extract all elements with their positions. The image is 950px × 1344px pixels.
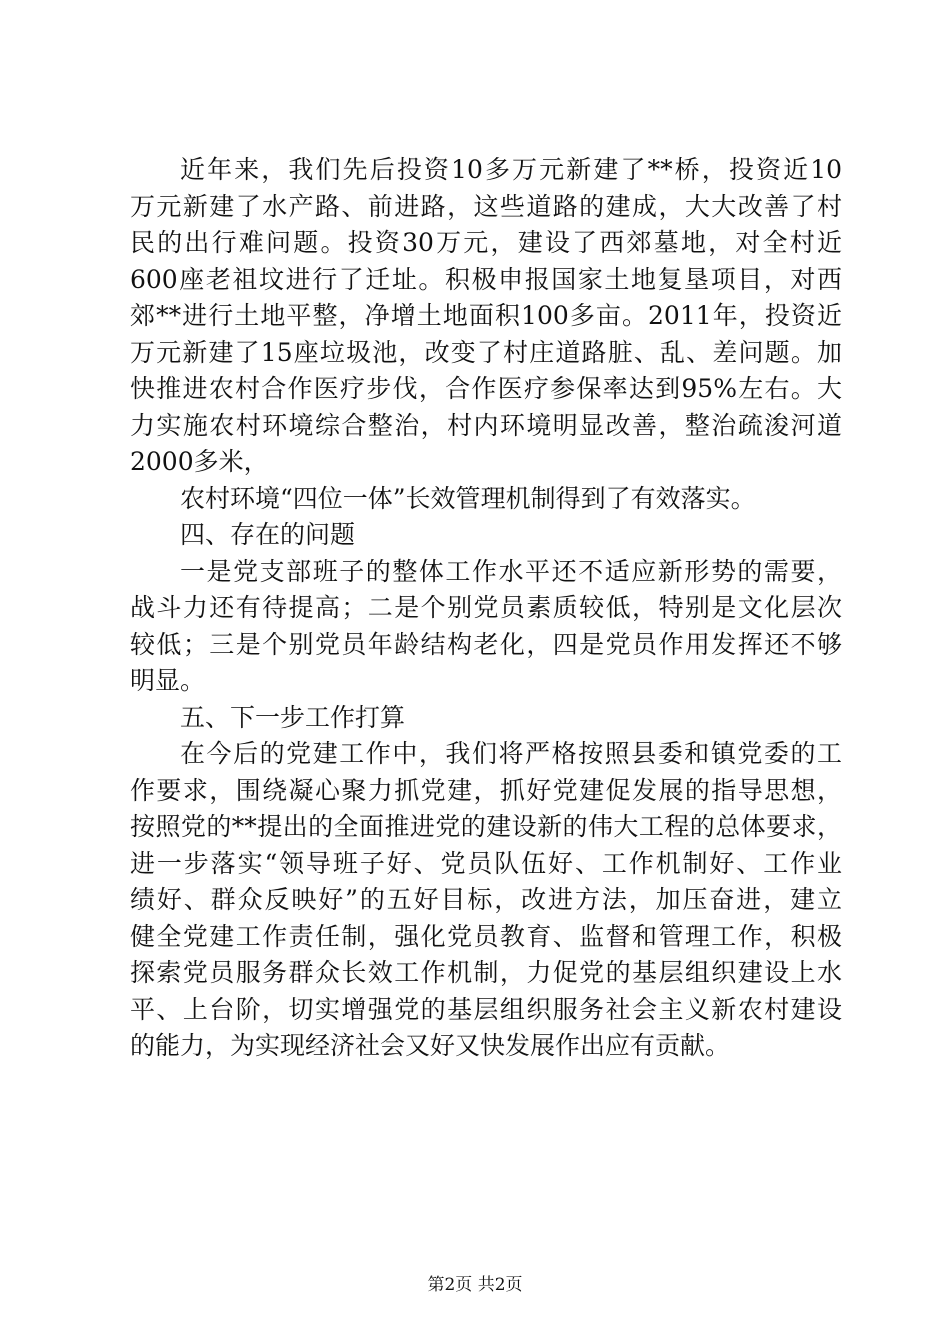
text-line: 600座老祖坟进行了迁址。积极申报国家土地复垦项目，对西: [130, 264, 842, 294]
text-line: 探索党员服务群众长效工作机制，力促党的基层组织建设上水: [130, 958, 842, 987]
page-number-footer: 第2页 共2页: [427, 1275, 523, 1295]
text-line: 农村环境“四位一体”长效管理机制得到了有效落实。: [180, 483, 756, 513]
section-heading: 五、下一步工作打算: [180, 702, 406, 732]
text-line: 民的出行难问题。投资30万元，建设了西郊墓地，对全村近: [130, 228, 842, 257]
text-line: 万元新建了15座垃圾池，改变了村庄道路脏、乱、差问题。加: [130, 337, 842, 367]
text-line: 作要求，围绕凝心聚力抓党建，抓好党建促发展的指导思想，: [130, 775, 842, 805]
text-line: 较低；三是个别党员年龄结构老化，四是党员作用发挥还不够: [130, 629, 842, 659]
text-line: 绩好、群众反映好”的五好目标，改进方法，加压奋进，建立: [130, 885, 842, 914]
text-line: 郊**进行土地平整，净增土地面积100多亩。2011年，投资近: [130, 301, 842, 330]
text-line: 战斗力还有待提高；二是个别党员素质较低，特别是文化层次: [130, 593, 842, 622]
text-line: 在今后的党建工作中，我们将严格按照县委和镇党委的工: [180, 739, 842, 768]
text-line: 进一步落实“领导班子好、党员队伍好、工作机制好、工作业: [130, 848, 842, 878]
text-line: 平、上台阶，切实增强党的基层组织服务社会主义新农村建设: [130, 994, 842, 1024]
text-line: 力实施农村环境综合整治，村内环境明显改善，整治疏浚河道: [130, 410, 842, 440]
text-line: 的能力，为实现经济社会又好又快发展作出应有贡献。: [130, 1031, 731, 1060]
text-line: 明显。: [130, 666, 206, 695]
text-line: 快推进农村合作医疗步伐，合作医疗参保率达到95%左右。大: [130, 374, 842, 403]
document-body: [130, 152, 842, 1065]
section-heading: 四、存在的问题: [180, 520, 356, 549]
text-line: 按照党的**提出的全面推进党的建设新的伟大工程的总体要求，: [130, 812, 842, 841]
text-line: 近年来，我们先后投资10多万元新建了**桥，投资近10: [180, 155, 842, 184]
text-line: 2000多米，: [130, 447, 269, 476]
text-line: 万元新建了水产路、前进路，这些道路的建成，大大改善了村: [130, 191, 842, 221]
text-line: 健全党建工作责任制，强化党员教育、监督和管理工作，积极: [130, 921, 842, 951]
text-line: 一是党支部班子的整体工作水平还不适应新形势的需要，: [180, 556, 842, 586]
